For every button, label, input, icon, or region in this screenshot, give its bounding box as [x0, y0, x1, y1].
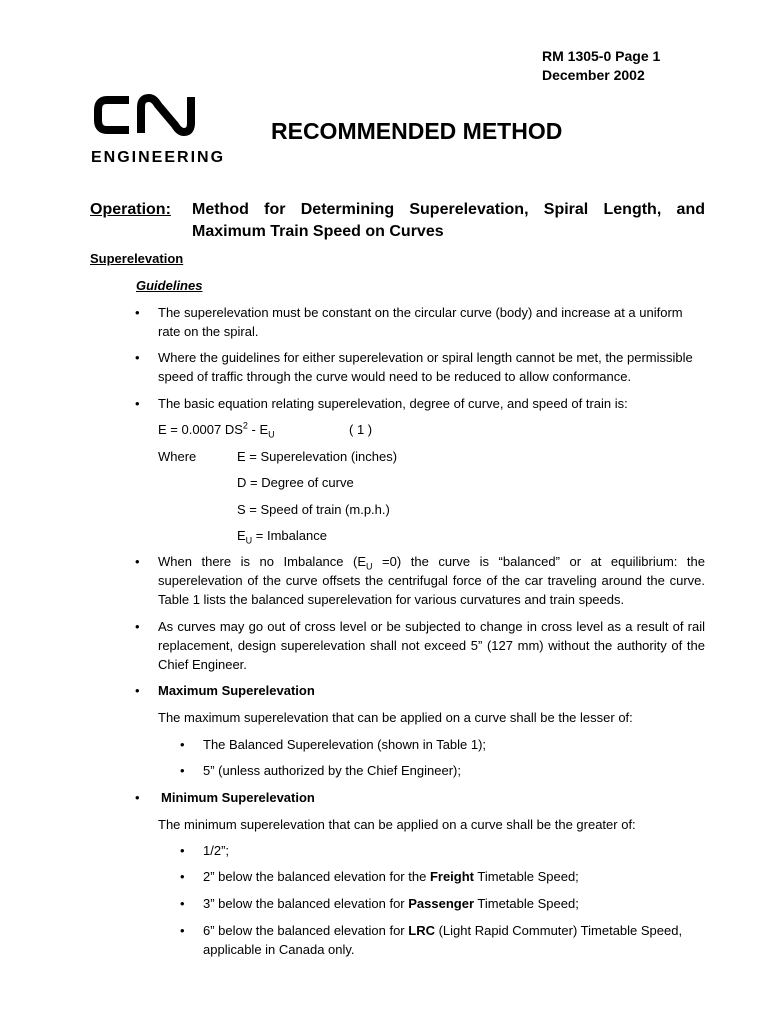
max-item-balanced: The Balanced Superelevation (shown in Table 1); — [203, 737, 487, 752]
equation-exponent: 2 — [242, 420, 248, 431]
document-title: RECOMMENDED METHOD — [271, 118, 563, 144]
doc-ref-number: RM 1305-0 Page 1 — [542, 48, 661, 64]
max-item-five-inch: 5” (unless authorized by the Chief Engineer); — [203, 763, 461, 778]
bullet-marker: • — [135, 790, 140, 805]
maximum-superelevation-intro: The maximum superelevation that can be applied on a curve shall be the lesser of: — [158, 710, 633, 725]
definition-s: S = Speed of train (m.p.h.) — [237, 502, 390, 517]
lrc-post: (Light Rapid Commuter) Timetable Speed, applicable in Canada only. — [203, 923, 683, 957]
definition-eu-subscript: U — [245, 535, 253, 546]
guideline-constant-superelevation: The superelevation must be constant on the circular curve (body) and increase at a uniform rate on the spiral. — [158, 305, 683, 339]
definition-eu-text: = Imbalance — [252, 528, 327, 543]
guideline-permissible-speed: Where the guidelines for either superelevation or spiral length cannot be met, the permissible speed of traffic through the curve would need to be reduced to allow conformance. — [158, 350, 693, 384]
balanced-text-post: =0) the curve is “balanced” or at equilibrium: the superelevation of the curve offsets the centrifugal force of the car traveling around the curve. Table 1 lists the balanced superelevation for various curvatures and train speeds. — [158, 554, 705, 607]
document-reference — [542, 47, 660, 85]
bullet-marker: • — [180, 923, 185, 938]
definition-d: D = Degree of curve — [237, 475, 354, 490]
cn-logo — [91, 93, 231, 167]
where-label: Where — [158, 449, 197, 464]
lrc-bold: LRC — [408, 923, 435, 938]
minimum-superelevation-intro: The minimum superelevation that can be applied on a curve shall be the greater of: — [158, 817, 636, 832]
equation-subscript: U — [268, 429, 275, 440]
logo-engineering-text: ENGINEERING — [91, 149, 226, 166]
bullet-marker: • — [180, 843, 185, 858]
bullet-marker: • — [135, 683, 140, 698]
maximum-superelevation-heading: Maximum Superelevation — [158, 683, 315, 698]
subsection-heading: Guidelines — [136, 278, 203, 293]
definition-eu — [237, 526, 327, 545]
superelevation-equation — [158, 420, 275, 439]
bullet-marker: • — [135, 396, 140, 411]
min-item-half-inch: 1/2”; — [203, 843, 230, 858]
bullet-marker: • — [180, 869, 185, 884]
min-item-freight — [203, 867, 579, 886]
balanced-text-subscript: U — [366, 561, 373, 572]
section-heading: Superelevation — [90, 251, 184, 266]
bullet-marker: • — [135, 554, 140, 569]
doc-date: December 2002 — [542, 67, 645, 83]
freight-post: Timetable Speed; — [474, 869, 579, 884]
freight-pre: 2” below the balanced elevation for the — [203, 869, 430, 884]
bullet-marker: • — [180, 896, 185, 911]
definition-e: E = Superelevation (inches) — [237, 449, 398, 464]
definition-eu-symbol: E — [237, 528, 246, 543]
bullet-marker: • — [135, 350, 140, 365]
operation-label: Operation: — [90, 201, 171, 218]
min-item-passenger — [203, 894, 579, 913]
passenger-pre: 3” below the balanced elevation for — [203, 896, 409, 911]
bullet-marker: • — [180, 763, 185, 778]
minimum-superelevation-heading: Minimum Superelevation — [161, 790, 315, 805]
passenger-post: Timetable Speed; — [474, 896, 579, 911]
equation-lhs: E = 0.0007 DS — [158, 422, 243, 437]
bullet-marker: • — [180, 737, 185, 752]
operation-description: Method for Determining Superelevation, Spiral Length, and Maximum Train Speed on Curves — [192, 201, 705, 240]
balanced-text-pre: When there is no Imbalance (E — [158, 554, 367, 569]
equation-number: ( 1 ) — [349, 422, 373, 437]
min-item-lrc — [203, 921, 703, 959]
freight-bold: Freight — [429, 869, 474, 884]
guideline-balanced-curve — [158, 552, 705, 609]
equation-mid: - E — [247, 422, 269, 437]
lrc-pre: 6” below the balanced elevation for — [203, 923, 409, 938]
cn-logo-mark — [91, 93, 207, 137]
passenger-bold: Passenger — [408, 896, 475, 911]
bullet-marker: • — [135, 619, 140, 634]
guideline-cross-level: As curves may go out of cross level or be subjected to change in cross level as a result of rail replacement, design superelevation shall not exceed 5” (127 mm) without the authority of the Chief Engineer. — [158, 619, 705, 672]
bullet-marker: • — [135, 305, 140, 320]
guideline-basic-equation: The basic equation relating superelevation, degree of curve, and speed of train is: — [158, 396, 628, 411]
